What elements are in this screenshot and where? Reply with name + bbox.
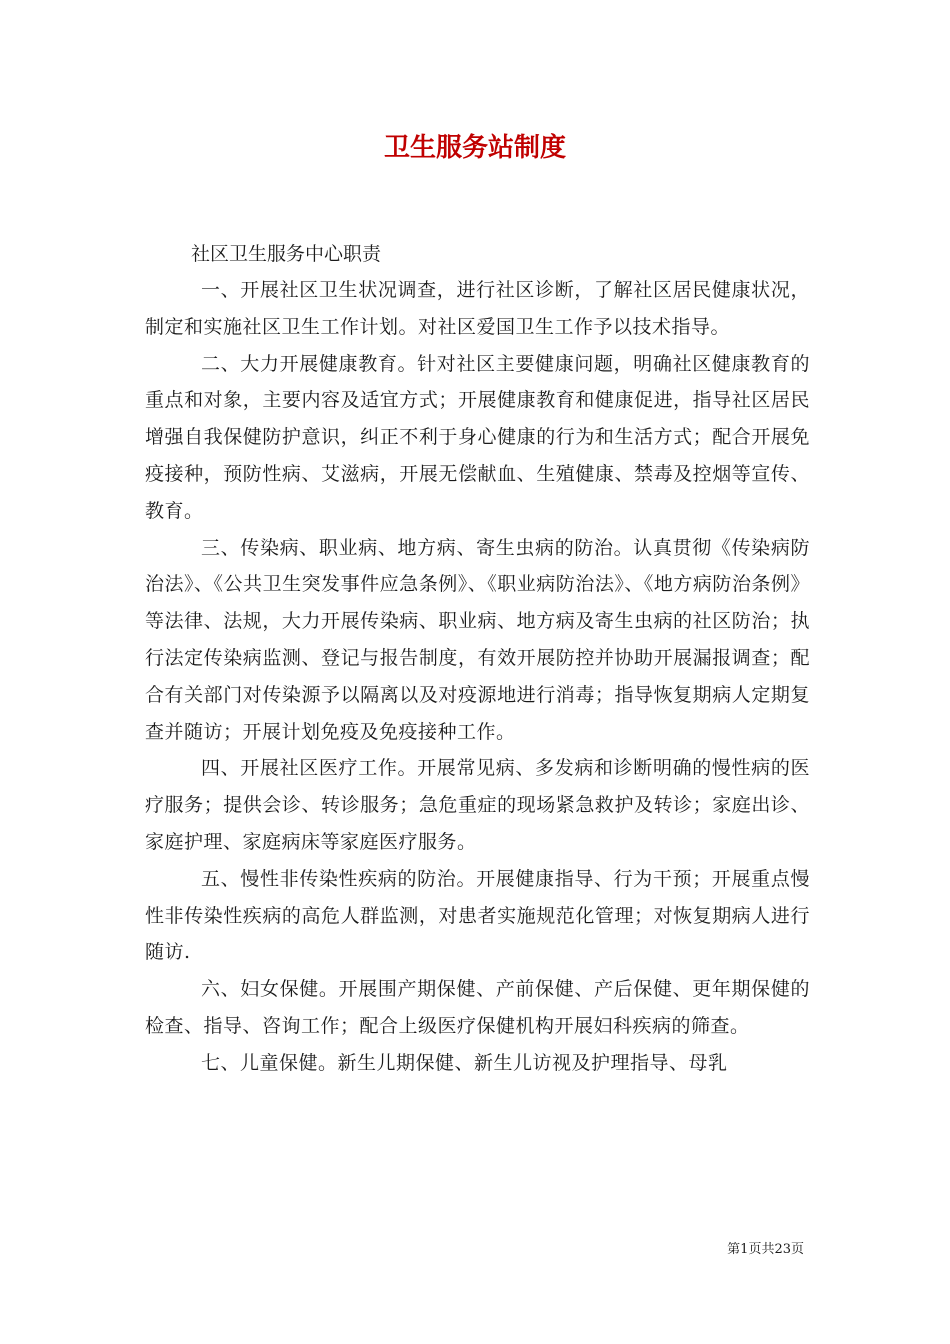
- paragraph-5: 五、慢性非传染性疾病的防治。开展健康指导、行为干预；开展重点慢性非传染性疾病的高危人群监测，对患者实施规范化管理；对恢复期病人进行随访.: [145, 867, 810, 964]
- document-body: [145, 236, 810, 1082]
- page-number: 第1页共23页: [727, 1242, 804, 1257]
- document-title: 卫生服务站制度: [383, 133, 566, 163]
- paragraph-2: 二、大力开展健康教育。针对社区主要健康问题，明确社区健康教育的重点和对象，主要内容及适宜方式；开展健康教育和健康促进，指导社区居民增强自我保健防护意识，纠正不利于身心健康的行为和生活方式；配合开展免疫接种，预防性病、艾滋病，开展无偿献血、生殖健康、禁毒及控烟等宣传、教育。: [145, 352, 810, 522]
- paragraph-1: 一、开展社区卫生状况调查，进行社区诊断，了解社区居民健康状况，制定和实施社区卫生工作计划。对社区爱国卫生工作予以技术指导。: [145, 279, 810, 338]
- paragraph-3: 三、传染病、职业病、地方病、寄生虫病的防治。认真贯彻《传染病防治法》、《公共卫生突发事件应急条例》、《职业病防治法》、《地方病防治条例》等法律、法规，大力开展传染病、职业病、地方病及寄生虫病的社区防治；执行法定传染病监测、登记与报告制度，有效开展防控并协助开展漏报调查；配合有关部门对传染源予以隔离以及对疫源地进行消毒；指导恢复期病人定期复查并随访；开展计划免疫及免疫接种工作。: [145, 536, 810, 743]
- paragraph-6: 六、妇女保健。开展围产期保健、产前保健、产后保健、更年期保健的检查、指导、咨询工作；配合上级医疗保健机构开展妇科疾病的筛查。: [145, 978, 810, 1037]
- paragraph-7: 七、儿童保健。新生儿期保健、新生儿访视及护理指导、母乳: [201, 1051, 728, 1074]
- section-heading: 社区卫生服务中心职责: [191, 243, 382, 265]
- paragraph-4: 四、开展社区医疗工作。开展常见病、多发病和诊断明确的慢性病的医疗服务；提供会诊、转诊服务；急危重症的现场紧急救护及转诊；家庭出诊、家庭护理、家庭病床等家庭医疗服务。: [145, 757, 810, 853]
